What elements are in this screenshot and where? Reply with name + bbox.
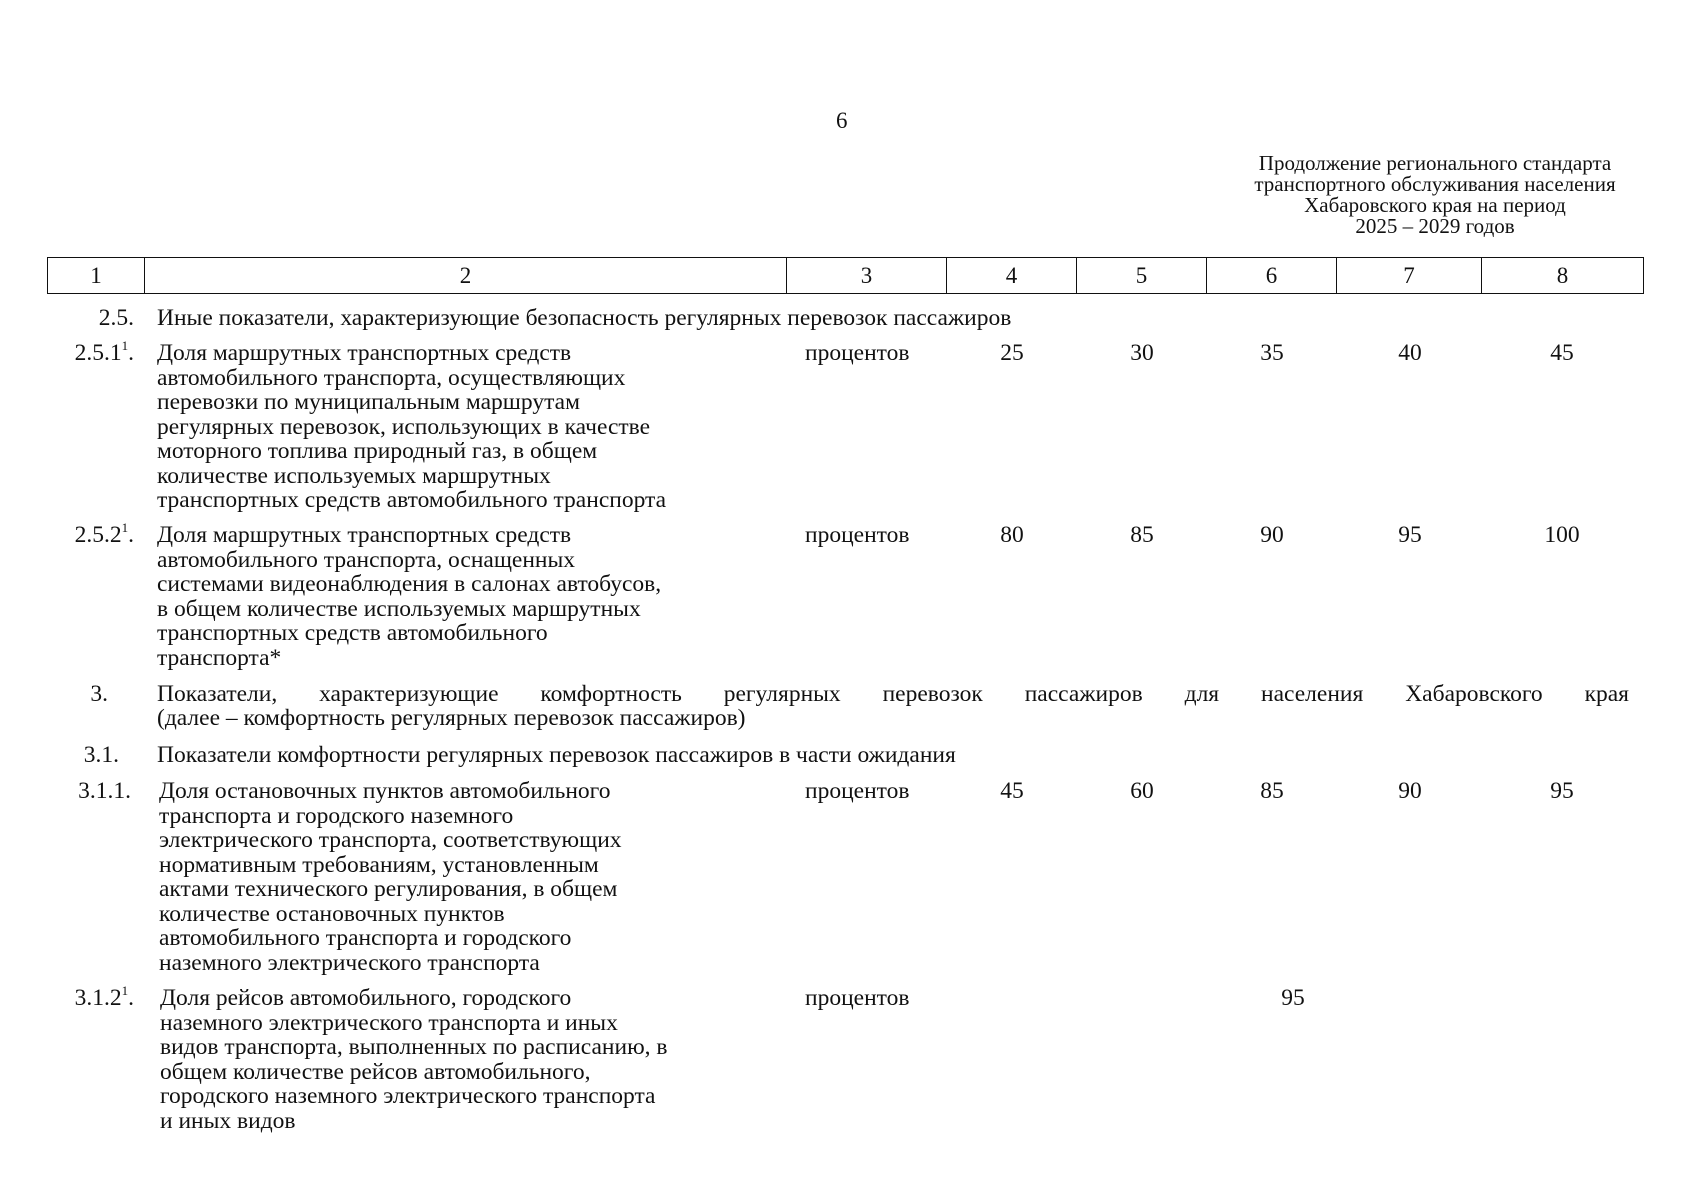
description-line: моторного топлива природный газ, в общем [157,438,598,464]
description-line: в общем количестве используемых маршрутных [157,595,641,622]
column-number-cell: 1 [48,258,145,294]
row-number: 3. [90,681,108,707]
description-line: общем количестве рейсов автомобильного, [160,1058,591,1085]
description-line: автомобильного транспорта и городского [159,925,572,951]
description-line: транспортных средств автомобильного [157,620,548,646]
value-2029: 95 [1550,778,1574,804]
value-2028: 90 [1398,778,1422,804]
row-number-text: 2.5.1 [74,340,122,366]
description-line: Доля маршрутных транспортных средств [157,340,572,366]
row-number-suffix: . [128,340,134,366]
value-2026: 30 [1130,340,1154,366]
unit-cell: процентов [805,778,910,804]
continuation-caption [1200,153,1670,237]
description-line: автомобильного транспорта, оснащенных [157,546,576,573]
merged-value-2025-2029: 95 [1281,985,1305,1011]
description-line: и иных видов [160,1107,296,1134]
unit-cell: процентов [805,340,910,366]
value-2029: 45 [1550,340,1574,366]
footnote-mark: 1 [121,983,129,998]
value-2026: 60 [1130,778,1154,804]
description-line: транспортных средств автомобильного транспорта [157,487,667,513]
unit-cell: процентов [805,522,910,548]
column-number-cell: 7 [1337,258,1482,294]
value-2025: 80 [1000,522,1024,548]
continuation-line: Хабаровского края на период [1304,193,1566,217]
indicator-row-3-1-1 [0,779,1693,977]
column-number-cell: 3 [787,258,947,294]
value-2027: 90 [1260,522,1284,548]
row-number-text: 2.5.2 [74,522,122,548]
row-number [48,338,134,366]
indicator-description [160,986,667,1133]
description-line: Доля остановочных пунктов автомобильного [159,778,611,804]
footnote-mark: 1 [121,520,129,535]
description-line: наземного электрического транспорта и иных [160,1009,618,1036]
indicator-row-3-1-2 [0,983,1693,1136]
indicator-description [157,523,661,670]
section-row-3 [0,682,1693,732]
section-row-2-5 [0,306,1693,332]
value-2027: 85 [1260,778,1284,804]
page-number: 6 [836,108,848,133]
unit-cell: процентов [805,985,910,1011]
continuation-line: 2025 – 2029 годов [1355,214,1515,238]
value-2029: 100 [1544,522,1580,548]
section-title-line: (далее – комфортность регулярных перевозок пассажиров) [157,705,746,731]
description-line: актами технического регулирования, в общем [159,876,618,902]
row-number [48,520,134,548]
indicator-description [157,341,666,513]
section-row-3-1 [0,743,1693,769]
row-number-text: 3.1.2 [74,985,122,1011]
column-number-cell: 8 [1482,258,1644,294]
description-line: видов транспорта, выполненных по расписанию, в [160,1034,668,1060]
description-line: количестве используемых маршрутных [157,462,551,489]
section-title-line: Показатели, характеризующие комфортность регулярных перевозок пассажиров для населения Хабаровского края [157,681,1629,707]
column-number-cell: 4 [947,258,1077,294]
row-number: 2.5. [98,305,134,331]
value-2025: 25 [1000,340,1024,366]
description-line: автомобильного транспорта, осуществляющих [157,364,626,391]
section-title: Показатели комфортности регулярных перевозок пассажиров в части ожидания [157,742,956,768]
section-title: Иные показатели, характеризующие безопасность регулярных перевозок пассажиров [157,305,1012,331]
description-line: регулярных перевозок, использующих в качестве [157,413,651,440]
column-number-cell: 6 [1207,258,1337,294]
description-line: транспорта* [157,644,282,671]
row-number [48,983,134,1011]
value-2028: 40 [1398,340,1422,366]
indicator-description [159,779,622,975]
indicator-row-2-5-2 [0,520,1693,671]
value-2026: 85 [1130,522,1154,548]
continuation-line: транспортного обслуживания населения [1254,172,1616,196]
row-number: 3.1. [83,742,119,768]
description-line: наземного электрического транспорта [159,949,540,976]
description-line: Доля рейсов автомобильного, городского [160,985,572,1011]
row-number-suffix: . [128,522,134,548]
description-line: городского наземного электрического транспорта [160,1083,656,1109]
column-number-cell: 2 [145,258,787,294]
footnote-mark: 1 [121,338,129,353]
row-number-suffix: . [128,985,134,1011]
indicator-row-2-5-1 [0,338,1693,513]
row-number: 3.1.1. [78,778,131,804]
column-number-cell: 5 [1077,258,1207,294]
continuation-line: Продолжение регионального стандарта [1258,151,1612,175]
value-2027: 35 [1260,340,1284,366]
value-2025: 45 [1000,778,1024,804]
description-line: системами видеонаблюдения в салонах автобусов, [157,571,662,597]
column-number-header [47,257,1644,294]
description-line: нормативным требованиям, установленным [159,851,599,878]
description-line: количестве остановочных пунктов [159,900,505,927]
description-line: перевозки по муниципальным маршрутам [157,389,580,415]
description-line: Доля маршрутных транспортных средств [157,522,572,548]
description-line: электрического транспорта, соответствующих [159,827,622,853]
value-2028: 95 [1398,522,1422,548]
description-line: транспорта и городского наземного [159,802,514,829]
